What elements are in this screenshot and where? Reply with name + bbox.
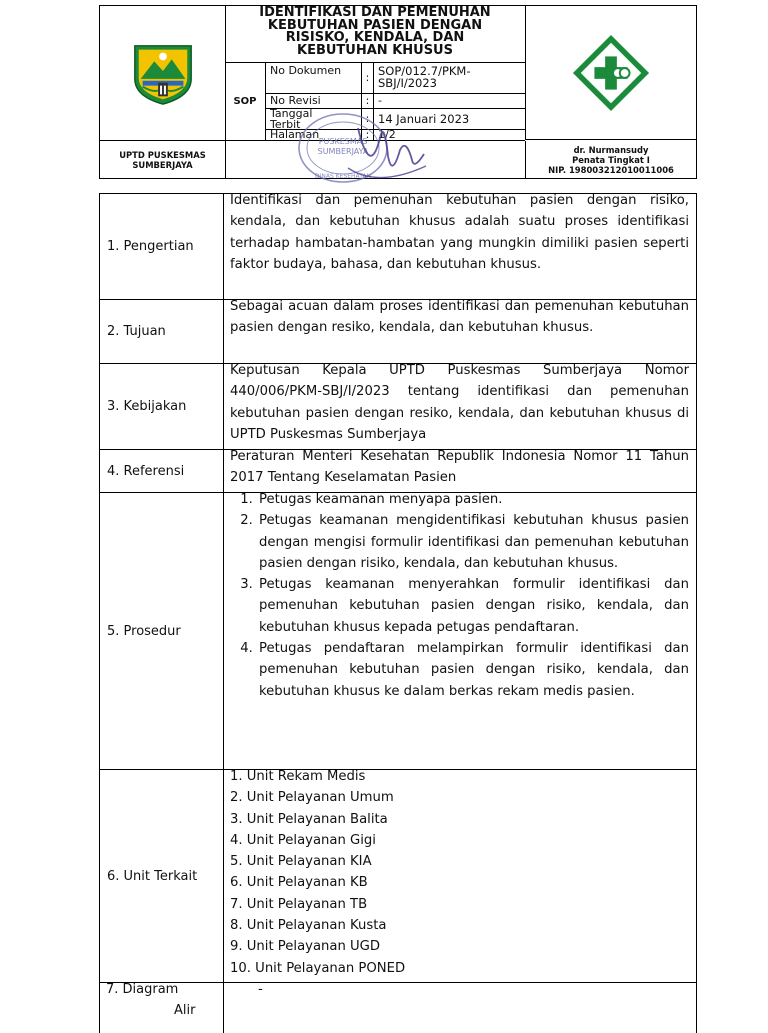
sop-content-table	[99, 193, 697, 1033]
section-label: 5. Prosedur	[100, 493, 224, 769]
section-label	[100, 979, 224, 1033]
unit-item: 6. Unit Pelayanan KB	[230, 875, 368, 891]
procedure-step: 2. Petugas keamanan mengidentifikasi kebutuhan khusus pasien dengan mengisi formulir identifikasi dan pemenuhan kebutuhan pasien dengan risiko, kendala, dan kebutuhan khusus.	[257, 510, 689, 574]
diagram-label-line: 7. Diagram	[106, 982, 179, 997]
organization-name	[100, 141, 226, 178]
stamp-text-mid: SUMBERJAYA	[317, 147, 369, 156]
section-label: 3. Kebijakan	[100, 364, 224, 449]
procedure-list-cell	[224, 489, 696, 769]
section-label: 6. Unit Terkait	[100, 770, 224, 982]
meta-row	[266, 109, 525, 130]
meta-value-tanggal-terbit: 14 Januari 2023	[378, 112, 470, 126]
meta-value-no-revisi: -	[378, 94, 382, 107]
section-text: Keputusan Kepala UPTD Puskesmas Sumberjaya Nomor 440/006/PKM-SBJ/I/2023 tentang identifikasi dan pemenuhan kebutuhan pasien dengan resiko, kendala, dan kebutuhan khusus di UPTD Puskesmas Sumberjaya	[230, 363, 689, 442]
diagram-value: -	[258, 982, 263, 997]
meta-colon: :	[361, 94, 374, 108]
section-text: Identifikasi dan pemenuhan kebutuhan pasien dengan risiko, kendala, dan kebutuhan khusus adalah suatu proses identifikasi terhadap hambatan-hambatan yang mungkin dimiliki pasien seperti faktor budaya, bahasa, dan kebutuhan khusus.	[230, 193, 689, 272]
unit-item: 7. Unit Pelayanan TB	[230, 896, 368, 912]
unit-item: 9. Unit Pelayanan UGD	[230, 939, 381, 955]
title-line: KEBUTUHAN KHUSUS	[297, 42, 453, 58]
procedure-step: 4. Petugas pendaftaran melampirkan formulir identifikasi dan pemenuhan kebutuhan pasien dengan risiko, kendala, dan kebutuhan khusus ke dalam berkas rekam medis pasien.	[257, 638, 689, 702]
meta-colon: :	[361, 130, 374, 140]
sop-label: SOP	[225, 63, 266, 141]
org-line: SUMBERJAYA	[132, 159, 193, 170]
procedure-list	[230, 489, 689, 702]
unit-item: 1. Unit Rekam Medis	[230, 769, 366, 784]
title-line: IDENTIFIKASI DAN PEMENUHAN	[259, 5, 491, 20]
procedure-step: 3. Petugas keamanan menyerahkan formulir identifikasi dan pemenuhan kebutuhan pasien dengan risiko, kendala, dan kebutuhan khusus kepada petugas pendaftaran.	[257, 574, 689, 638]
section-text: Peraturan Menteri Kesehatan Republik Indonesia Nomor 11 Tahun 2017 Tentang Keselamatan Pasien	[230, 449, 689, 486]
signer-nip: NIP. 198003212010011006	[548, 164, 674, 175]
section-row-unit-terkait	[100, 770, 696, 983]
unit-item: 10. Unit Pelayanan PONED	[230, 960, 406, 976]
signer-rank: Penata Tingkat I	[572, 154, 650, 165]
unit-list	[224, 766, 696, 982]
section-row-kebijakan	[100, 364, 696, 450]
meta-label-no-revisi: No Revisi	[270, 94, 321, 107]
regency-logo-area	[100, 6, 226, 141]
diagram-label-line: Alir	[174, 1003, 196, 1019]
procedure-step: 1. Petugas keamanan menyapa pasien.	[257, 489, 689, 510]
meta-colon: :	[361, 63, 374, 93]
unit-item: 4. Unit Pelayanan Gigi	[230, 832, 376, 848]
meta-label-tanggal-terbit: Tanggal Terbit	[270, 107, 313, 131]
stamp-text-top: PUSKESMAS	[318, 137, 368, 146]
section-row-pengertian	[100, 194, 696, 300]
meta-value-no-dokumen: SOP/012.7/PKM-SBJ/I/2023	[378, 64, 471, 90]
signer-name: dr. Nurmansudy	[573, 144, 649, 155]
section-label: 4. Referensi	[100, 450, 224, 492]
regency-emblem-icon	[129, 39, 197, 107]
section-row-diagram-alir	[100, 983, 696, 1033]
meta-label-no-dokumen: No Dokumen	[270, 64, 342, 77]
org-line: UPTD PUSKESMAS	[119, 149, 206, 160]
section-label: 2. Tujuan	[100, 300, 224, 363]
section-text: Sebagai acuan dalam proses identifikasi dan pemenuhan kebutuhan pasien dengan resiko, kendala, dan kebutuhan khusus.	[230, 299, 689, 336]
section-row-prosedur	[100, 493, 696, 770]
section-label: 1. Pengertian	[100, 194, 224, 299]
header-grid	[99, 5, 697, 179]
meta-label-halaman: Halaman	[270, 128, 320, 141]
unit-item: 2. Unit Pelayanan Umum	[230, 790, 394, 806]
health-logo-area	[525, 6, 696, 140]
section-row-tujuan	[100, 300, 696, 364]
meta-colon: :	[361, 109, 374, 129]
meta-table	[266, 63, 525, 141]
title-line: RISISKO, KENDALA, DAN	[285, 30, 465, 46]
unit-item: 3. Unit Pelayanan Balita	[230, 811, 388, 827]
meta-row	[266, 63, 525, 94]
signer-block	[525, 141, 696, 178]
meta-value-halaman: 1/2	[378, 128, 396, 141]
unit-item: 8. Unit Pelayanan Kusta	[230, 918, 387, 934]
unit-item: 5. Unit Pelayanan KIA	[230, 854, 372, 870]
stamp-text-ring: DINAS KESEHATAN	[315, 173, 371, 180]
meta-row	[266, 130, 525, 140]
puskesmas-logo-icon	[571, 33, 651, 113]
title-line: KEBUTUHAN PASIEN DENGAN	[267, 17, 483, 33]
section-row-referensi	[100, 450, 696, 493]
document-title	[225, 6, 525, 63]
